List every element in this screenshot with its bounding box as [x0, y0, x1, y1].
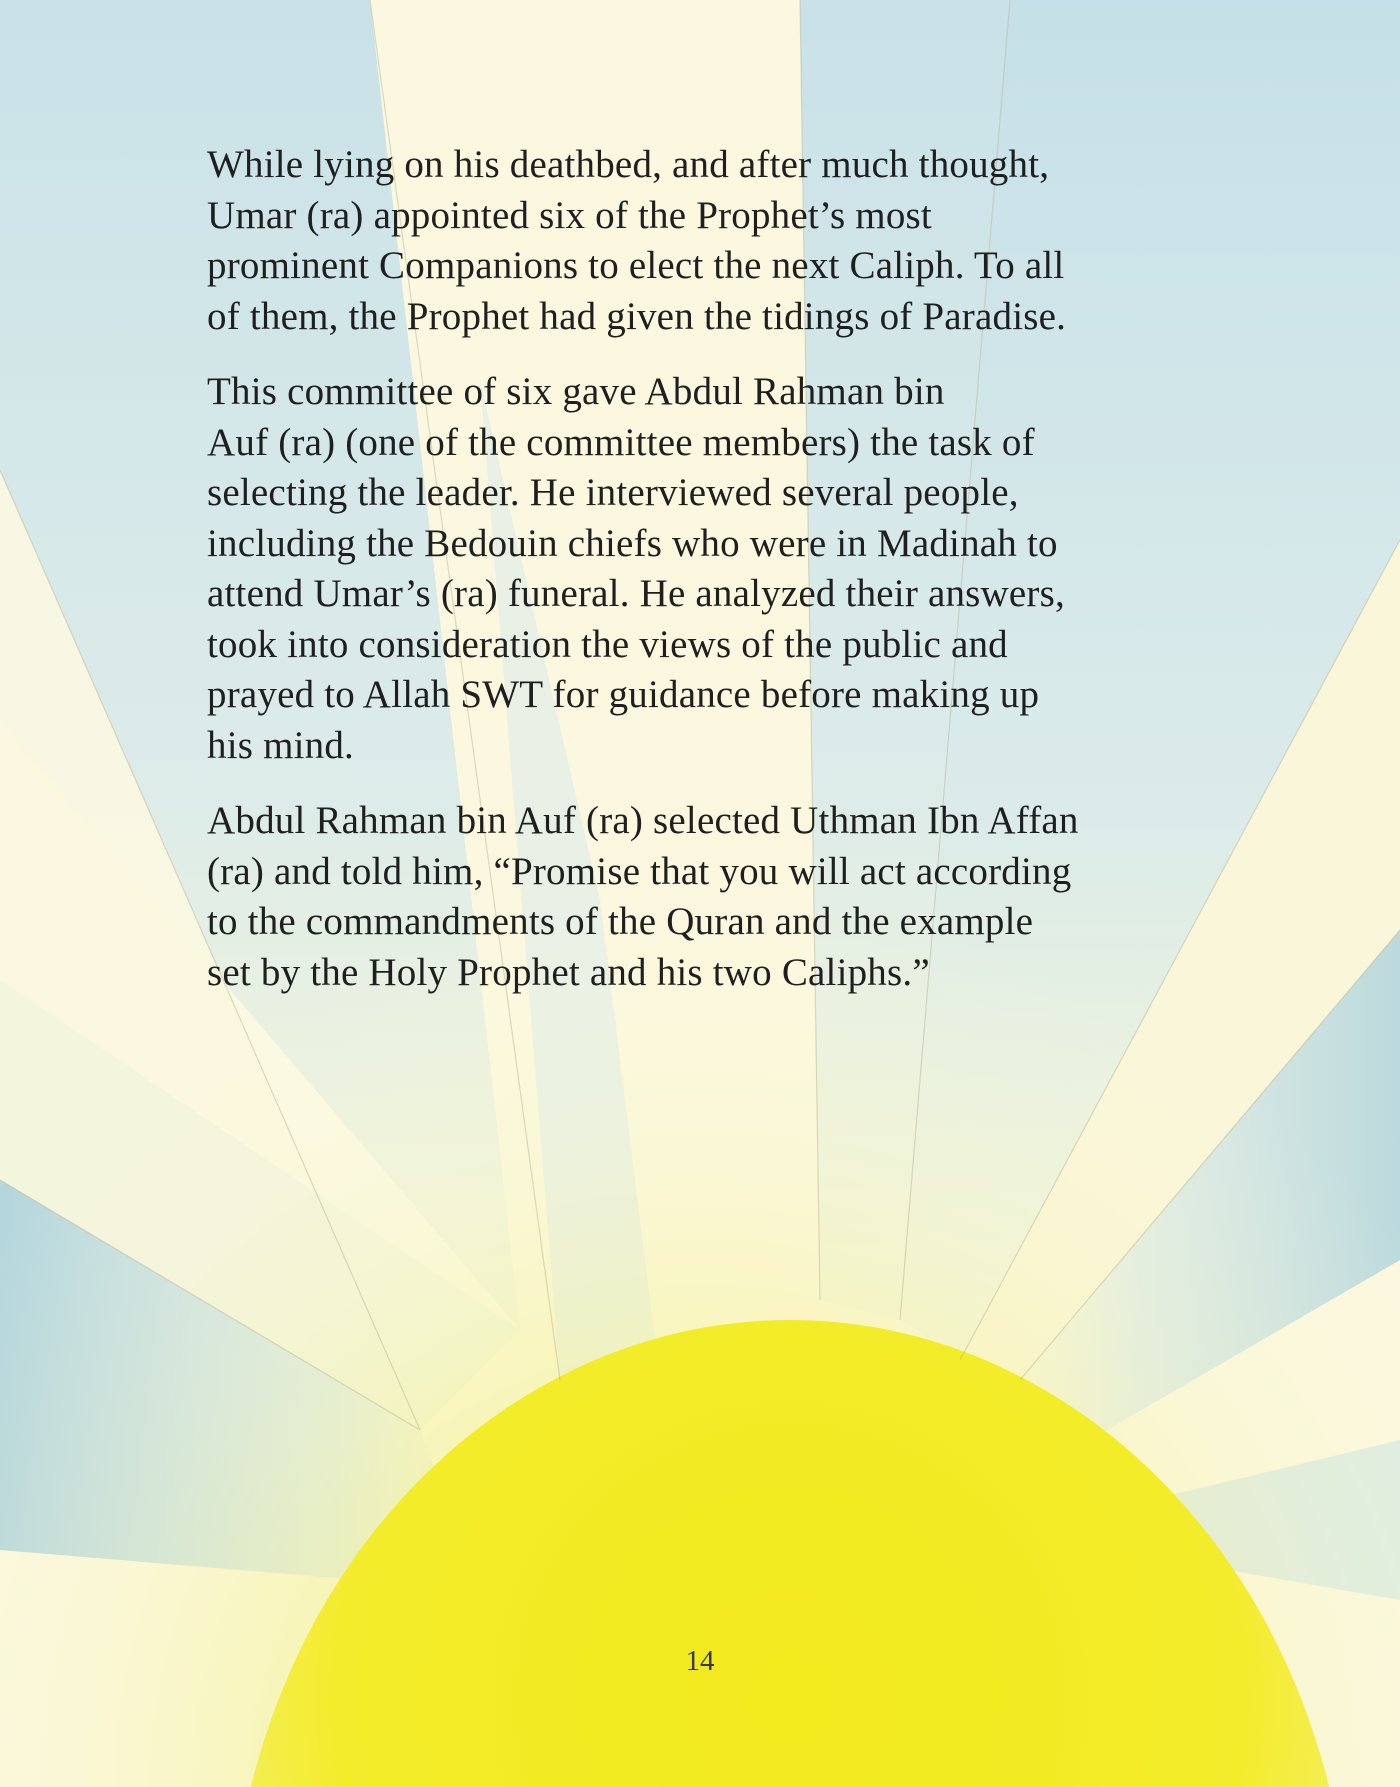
paragraph-3 [207, 796, 1207, 998]
paragraph-1 [207, 140, 1207, 342]
text-line: (ra) and told him, “Promise that you will act according [207, 849, 1072, 893]
text-line: took into consideration the views of the public and [207, 622, 1008, 666]
text-line: of them, the Prophet had given the tidings of Paradise. [207, 294, 1067, 338]
text-line: prominent Companions to elect the next Caliph. To all [207, 244, 1065, 287]
body-text [207, 140, 1207, 1023]
text-line: This committee of six gave Abdul Rahman bin [207, 370, 945, 413]
text-line: Umar (ra) appointed six of the Prophet’s most [207, 193, 932, 237]
paragraph-2 [207, 367, 1207, 771]
text-line: selecting the leader. He interviewed several people, [207, 471, 1019, 514]
text-line: to the commandments of the Quran and the example [207, 900, 1034, 943]
text-line: Auf (ra) (one of the committee members) the task of [207, 420, 1035, 464]
page-number: 14 [685, 1645, 715, 1677]
text-line: Abdul Rahman bin Auf (ra) selected Uthman Ibn Affan [207, 799, 1079, 842]
text-line: including the Bedouin chiefs who were in Madinah to [207, 521, 1058, 565]
text-line: set by the Holy Prophet and his two Caliphs.” [207, 950, 930, 994]
text-line: prayed to Allah SWT for guidance before making up [207, 673, 1040, 716]
text-line: attend Umar’s (ra) funeral. He analyzed their answers, [207, 572, 1065, 615]
text-line: his mind. [207, 723, 354, 767]
text-line: While lying on his deathbed, and after much thought, [207, 143, 1050, 186]
